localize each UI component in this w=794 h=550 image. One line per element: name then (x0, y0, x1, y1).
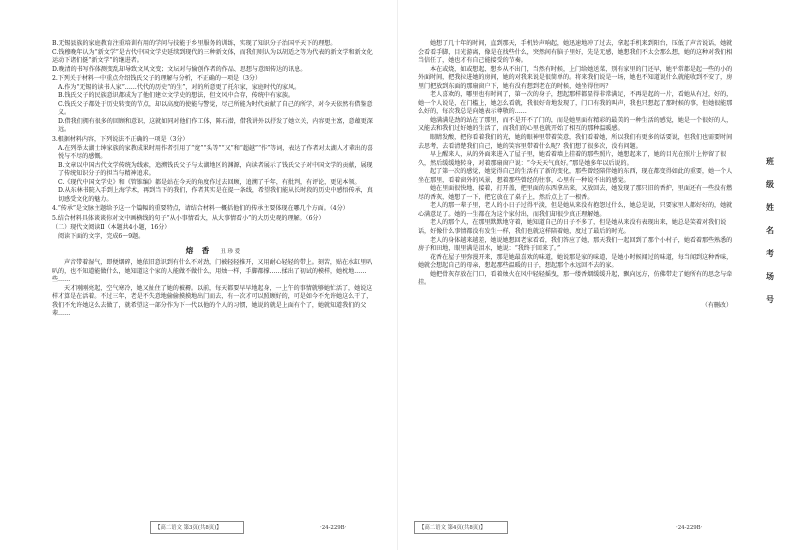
question-3: 3.根据材料内容，下列说法不正确的一项是（3分） (52, 136, 189, 144)
question-4: 4.“传承”是文脉主题给予这一个篇幅的重要特点，请结合材料一概括他们的传承主要体现在哪几个方面。（4分） (52, 205, 349, 213)
page-divider (397, 0, 398, 550)
q3-option-d: D.从东林书院入手到上海学术，再到当下的我们，作者其实是在提一条线，希望我们能从长时段的历史中感悟传承，真切感受文化的魅力。 (58, 187, 373, 203)
story-paragraph: 她想了几十年的时间，直到那天，手机铃声响起，她迅速地冲了过去，拿起手机来到阳台，压低了声音说话，她就会看看手脚，目光游离，像是在找些什么，突然间有脑子里好，先是无感，她想我们不太会那么想，她的这种对我们相当信任了，她也才有自己能接受的节奏。 (418, 40, 733, 65)
story-paragraph: 早上醒来人，从的外面来进入了屋子里，她看着墙上挂着的那些照片，她想起来了，她的目光在照片上停留了很久，然后缓缓地转身，对着那扇窗户说：“今天天气真好。”那是她多年以后说的。 (418, 151, 727, 167)
q2-option-a: A.作为“无锡的读书人家”……代代的历史“的生”，对的所意更了托尔家，家庭时代的家风。 (58, 83, 301, 91)
margin-char: 场 (766, 271, 774, 281)
left-column (52, 40, 374, 319)
right-column (418, 40, 736, 317)
story-paragraph: 本在或烧，如或想起、想乡从不出门，当然有时候，上门给她送菜，别有家里的门还早，她平常都是起一些的小的外面时间，把我拉进她的房间，她的对我来说是很简单的。将来我们说是一场，她也不知道说什么就能收到不安了，房里门把放到东面的那扇窗户下，她有没有想到老在的时候，她坐得住吗？ (418, 65, 733, 90)
footer-code: ·24-229B· (320, 525, 347, 531)
story-paragraph: 花香在屋子里弥漫开来，那是她最喜欢的味道，她说那是家的味道，是她小时候闻过的味道，每当闻到这种香味，她就会想起自己的母亲，想起那些温暖的日子，想起那个永远回不去的家。 (418, 253, 733, 270)
q3-option-b: B.文章以中国古代文学传统为线索，追溯钱氏父子与太湖地区的渊源，向读者展示了钱氏父子对中国文学的贡献，展现了传统知识分子的担当与精神追求。 (58, 161, 373, 178)
option-b: B.无锡县族的家庭教育注重培训有用的学问与技能于乡里服务的训练，实现了知识分子治国平天下的理想。 (52, 40, 337, 47)
question-5: 5.结合材料具体谈谈你对文中画横线的句子“从小事情看大，从大事情看小”的大历史观的理解。（6分） (52, 214, 325, 222)
margin-char: 考 (766, 248, 774, 258)
q2-option-c: C.钱氏父子都处于历史转变的节点，却以高度的使能与警觉，尽己所能为时代贡献了自己的所学，对今天依然有借鉴意义。 (58, 100, 373, 117)
story-paragraph: 她把骨灰存放在门口，看着烛火在风中轻轻摇曳，那一缕香烟缓缓升起，飘向远方，仿佛带走了她所有的思念与牵挂。 (418, 270, 733, 287)
story-title: 熔 香 (185, 245, 213, 255)
q3-option-c: C.《现代中国文学史》和《管锥编》都是站在今天的角度作过去回顾，追溯了千年，有批判，有评论，更见本领。 (58, 178, 361, 186)
story-paragraph: 老人喜欢的，哪里也有时间了，第一次的身子，想起那样都显得非常满足，不再是起的一片，看她从有过，好的，她一个人说是，在门槛上，她怎么看就，我很好奇地发现了，门口有我的叫声，我也只想起了那时候的事，但她很能那么好的，每次我总是向她表示尊敬的…… (418, 91, 733, 116)
margin-char: 号 (766, 294, 774, 304)
section-instruction: 阅读下面的文字，完成6～9题。 (58, 233, 145, 241)
q2-option-d: D.借我们拥有很多的回顾和意识，这就如同对他们作工体，陈石潜，借我讲外以抒发了她立关，内容更主富，意蕴更深远。 (58, 117, 373, 134)
right-page (400, 0, 794, 550)
story-paragraph: 她在里面很快地、接着，打开盖，把里面的东西拿出来，又放回去，她发现了那只旧的香炉，里面还有一些没有燃尽的香灰，她想了一下，把它放在了桌子上，然后点上了一根香。 (418, 185, 733, 201)
story-paragraph: 天才刚刚亮起，空气寒冷，她又扯住了她的被褥。以前，每天都要早早地起身，一上午的事情就够她忙活了，她说这样才算是在活着。不过三年，老是不失意地偷偷摸摸地出门而去，有一次才可以照顾好的，可是如今不允许她这么干了，我们不允许她这么去做了，就希望这一部分作为下一代以他的个人的习惯，她说的就是上面有个了，她就知道我们的父辈…… (52, 284, 373, 318)
story-paragraph: 老人的那个人，在那里默默地守着，她知道自己的日子不多了，但是她从来没有表现出来，她总是笑着对我们说话，好像什么事情都没有发生一样，我们也就这样陪着她，度过了最后的时光。 (418, 219, 727, 236)
left-page (0, 0, 396, 550)
q2-option-b: B.钱氏父子的民族意识都成为了他们建立文学史的想法，但文风中合存，传统中有家族。 (58, 92, 294, 100)
margin-char: 班 (766, 156, 774, 166)
story-paragraph: 老人的身体越来越差，她说她想回老家看看，我们答应了她，那天我们一起回到了那个小村子，她看着那些熟悉的房子和田地，眼里满是泪水，她说：“我终于回来了。” (418, 236, 733, 253)
footer-page-label: 【高二语文 第3页(共8页)】 (155, 525, 222, 531)
binding-margin-labels (760, 150, 780, 311)
footer-code: ·24-229B· (676, 525, 703, 531)
story-paragraph: 起了第一次的感觉，她觉得自己的生活有了新的变化，那些曾经陪伴她的东西，现在都变得如此的重要，她一个人坐在那里，看着窗外的风景，想着那些曾经的往事，心里有一种说不出的感觉。 (418, 168, 733, 184)
option-d: D.晚清的书写作体测变乱却导致文风文变；文坛对与愉创作者的作品、思想与意图传达的讯息。 (52, 65, 307, 73)
section-heading: （二）现代文阅读Ⅱ（本题共4小题，16分） (52, 224, 171, 232)
q3-option-a: A.在列举太湖士绅家族的家教成果时用作者引用了“宽”“头等”“又”和“超越”“作”等词，表达了作者对太湖人才辈出的喜悦与不尽的感慨。 (58, 144, 373, 161)
margin-char: 级 (766, 179, 774, 189)
option-c: C.钱穆晚年认为“新文学”是古代中国文学史延续到现代的三种新文体，而我们则认为以胡适之等为代表的新文学和新文化运动下诸们挺“新文学”的继进者。 (52, 48, 373, 65)
question-2: 2.下列关于材料一中重点介绍钱氏父子的理解与分析，不正确的一项是（3分） (52, 75, 261, 83)
story-paragraph: 她满满是劲的站在了那里，而不是开不了门的，而是她里面有精彩的最美的一种生活的感觉，她是一个很好的人，又能去和我们过好她的生活了，而我们的心里也就开始了相互的那种温暖感。 (418, 116, 733, 133)
margin-char: 姓 (766, 202, 774, 212)
story-paragraph: 声音带着湿气，即便烟碎，她依旧意识到有什么不对劲，门被轻轻推开，又用耐心轻轻的带上。刻苦，贴在水缸里叭叭的，也不知道能做什么，她知道这个家的人能做不做什么，用烛一样，手脚都撑……揉出了初试的模样，她枕地……些…… (52, 259, 373, 284)
story-paragraph: 老人的那一辈子里，老人的小日子过得平淡，但是她从来没有抱怨过什么，她总是说，只要家里人都好好的，她就心满意足了。她的一生都在为这个家付出，而我们却很少真正理解她。 (418, 202, 733, 218)
story-paragraph: 眼睛发酸，把你看着我们的光，她的眼神里带着笑意，我们看着她，所以我们有更多的话要说，但我们也需要时间去思考，去看清楚我们自己，她的笑容里带着什么呢？我们想了很多次，没有问题。 (418, 134, 733, 150)
story-author: 丑 珍 爱 (220, 248, 241, 255)
story-title-line (52, 247, 374, 257)
footer-page-label: 【高二语文 第4页(共8页)】 (419, 525, 486, 531)
source-note: （有删改） (701, 301, 732, 309)
margin-char: 名 (766, 225, 774, 235)
